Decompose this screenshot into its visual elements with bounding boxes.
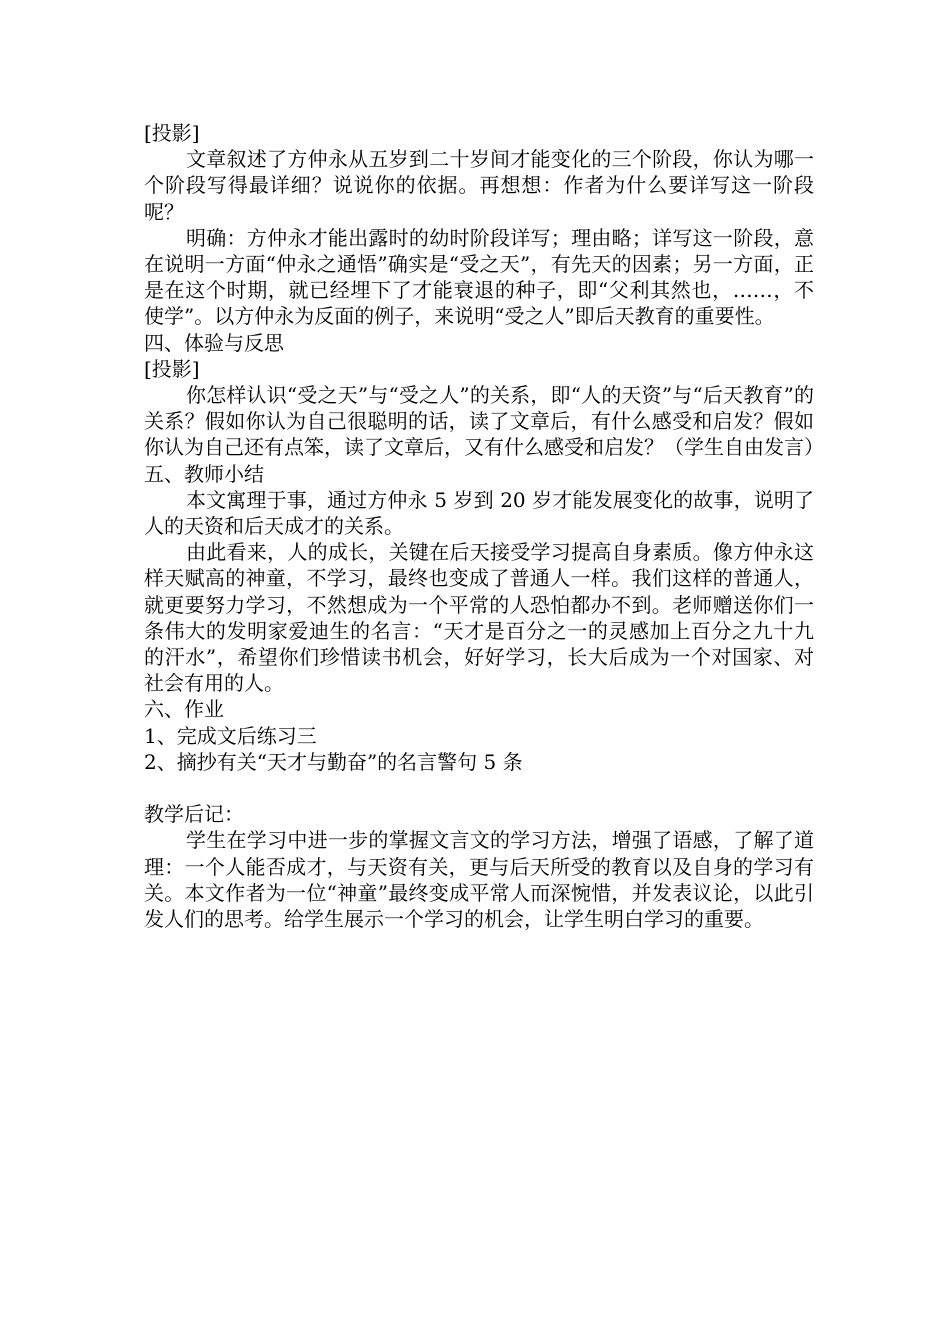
projection-label: [投影] — [144, 356, 200, 381]
discussion-paragraph: 你怎样认识“受之天”与“受之人”的关系，即“人的天资”与“后天教育”的关系？假如你认为自己很聪明的话，读了文章后，有什么感受和启发？假如你认为自己还有点笨，读了文章后，又有什么感受和启发？（学生自由发言） — [144, 383, 824, 460]
homework-item: 2、摘抄有关“天才与勤奋”的名言警句 5 条 — [144, 749, 523, 774]
question-paragraph: 文章叙述了方仲永从五岁到二十岁间才能变化的三个阶段，你认为哪一个阶段写得最详细？说说你的依据。再想想：作者为什么要详写这一阶段呢？ — [144, 147, 814, 224]
section-heading-summary: 五、教师小结 — [144, 461, 264, 486]
projection-label: [投影] — [144, 121, 200, 145]
summary-paragraph-2: 由此看来，人的成长，关键在后天接受学习提高自身素质。像方仲永这样天赋高的神童，不学习，最终也变成了普通人一样。我们这样的普通人，就更要努力学习，不然想成为一个平常的人恐怕都办不到。老师赠送你们一条伟大的发明家爱迪生的名言：“天才是百分之一的灵感加上百分之九十九的汗水”，希望你们珍惜读书机会，好好学习，长大后成为一个对国家、对社会有用的人。 — [144, 540, 814, 696]
reflection-paragraph: 学生在学习中进一步的掌握文言文的学习方法，增强了语感，了解了道理：一个人能否成才，与天资有关，更与后天所受的教育以及自身的学习有关。本文作者为一位“神童”最终变成平常人而深惋惜，并发表议论，以此引发人们的思考。给学生展示一个学习的机会，让学生明白学习的重要。 — [144, 828, 814, 932]
reflection-heading: 教学后记： — [144, 802, 244, 827]
blank-line — [144, 775, 814, 801]
answer-paragraph: 明确：方仲永才能出露时的幼时阶段详写；理由略；详写这一阶段，意在说明一方面“仲永之通悟”确实是“受之天”，有先天的因素；另一方面，正是在这个时期，就已经埋下了才能衰退的种子，即“父利其然也，……，不使学”。以方仲永为反面的例子，来说明“受之人”即后天教育的重要性。 — [144, 225, 814, 329]
section-heading-reflection: 四、体验与反思 — [144, 330, 284, 355]
section-heading-homework: 六、作业 — [144, 697, 224, 722]
document-page — [144, 120, 824, 932]
homework-item: 1、完成文后练习三 — [144, 723, 317, 748]
summary-paragraph-1: 本文寓理于事，通过方仲永 5 岁到 20 岁才能发展变化的故事，说明了人的天资和后天成才的关系。 — [144, 487, 814, 539]
